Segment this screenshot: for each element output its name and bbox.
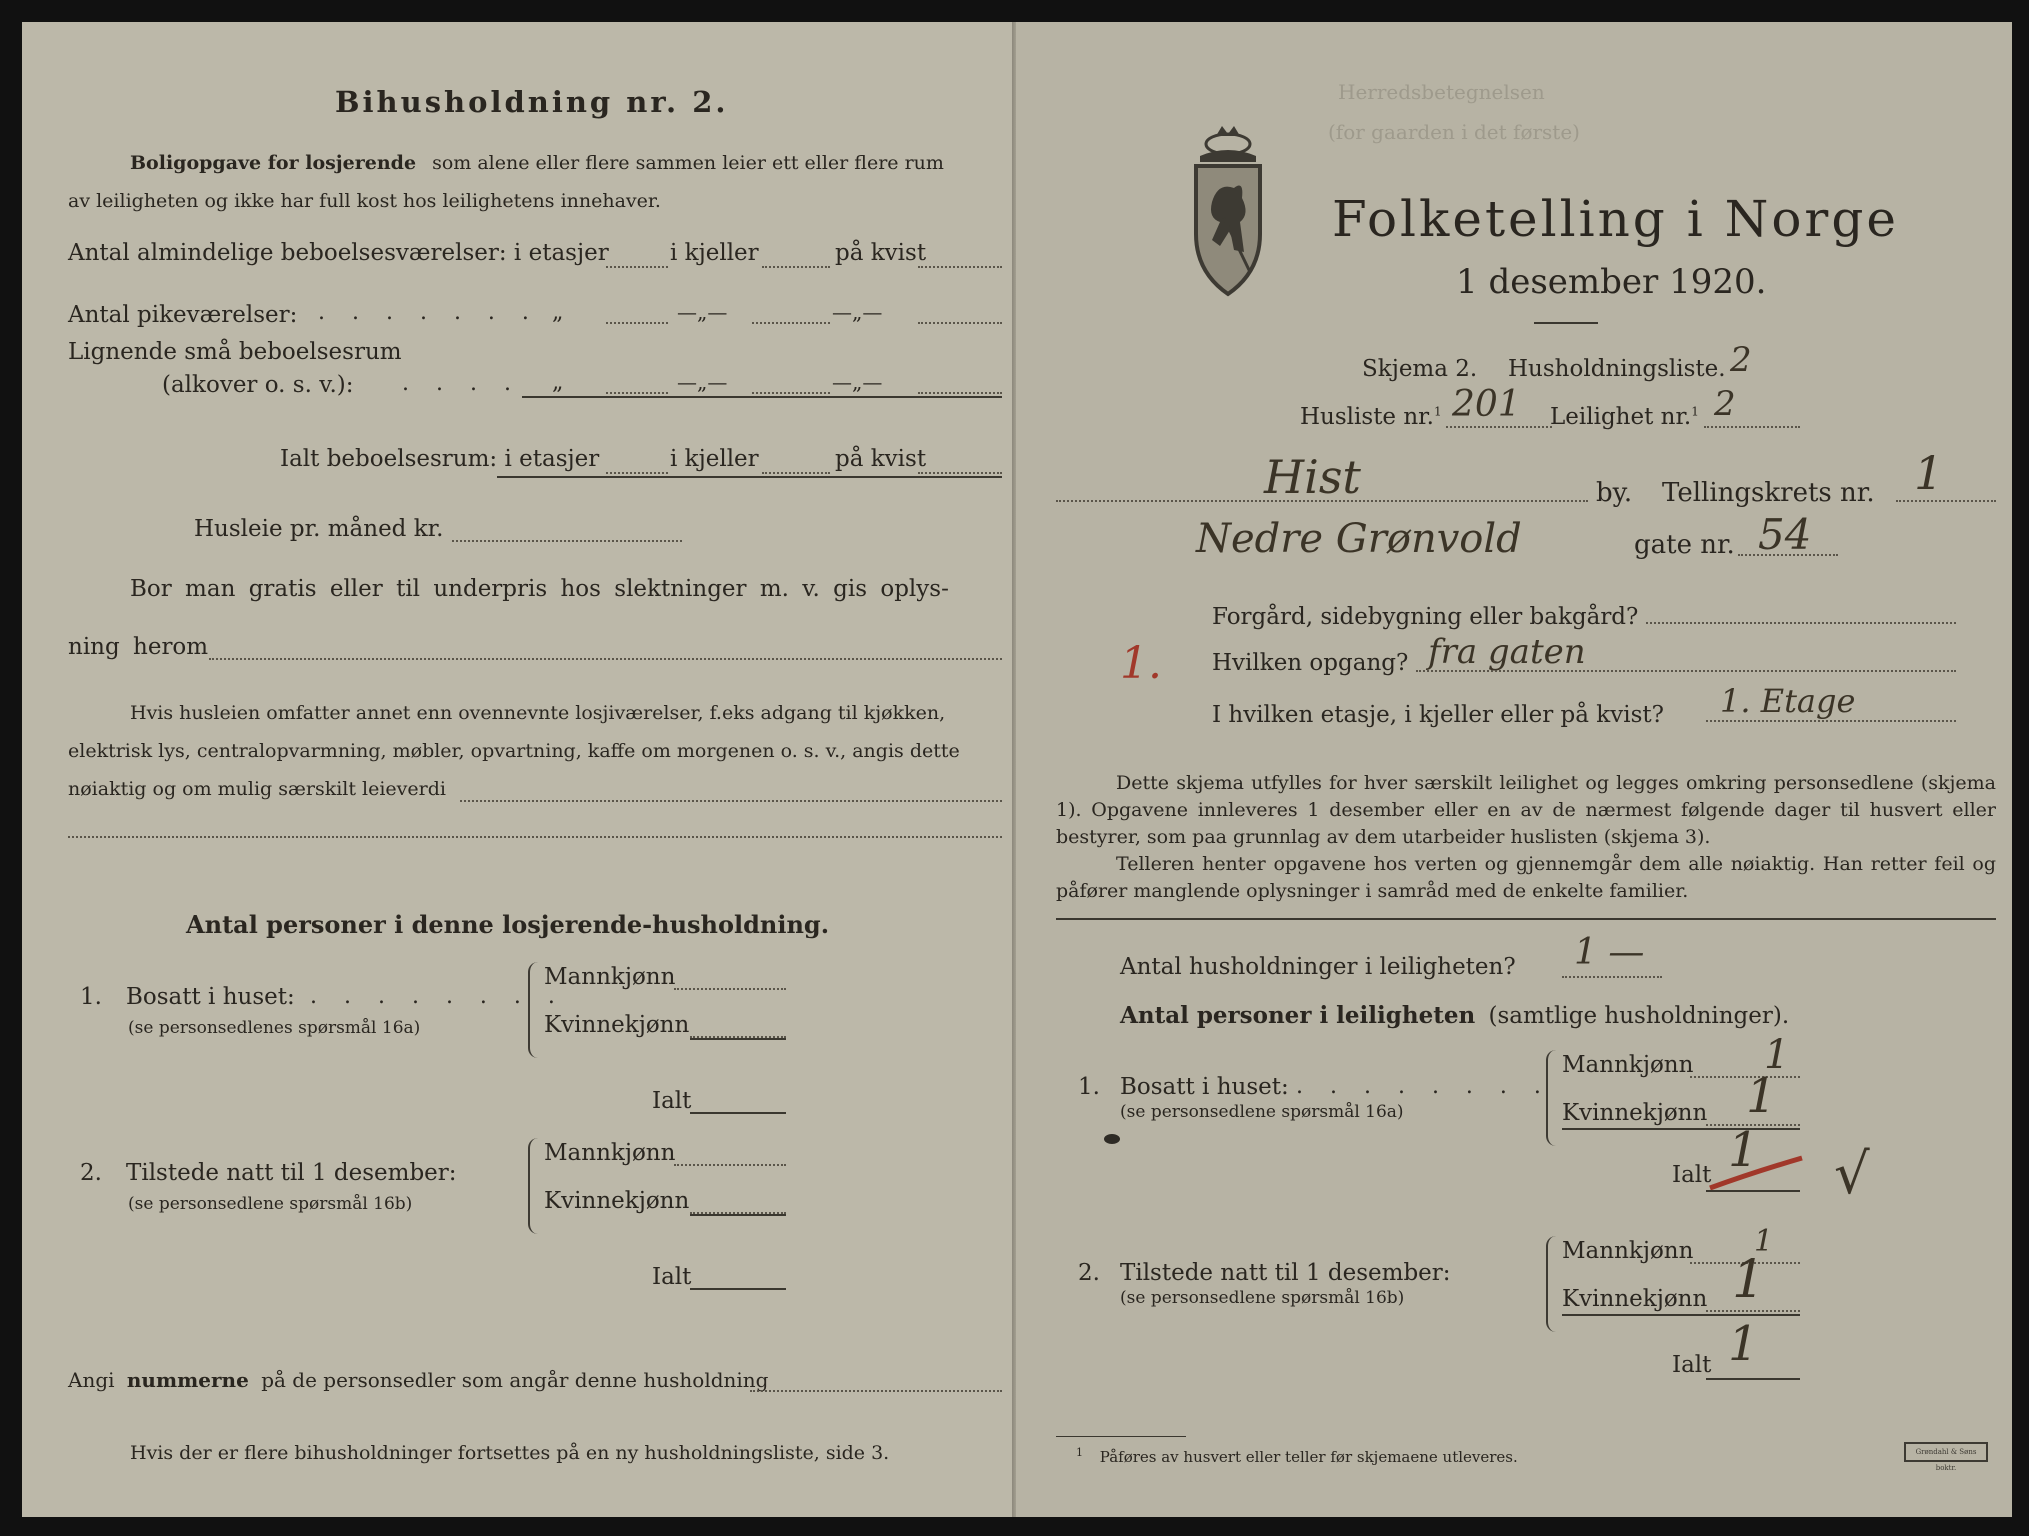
footnote-number: 1 bbox=[1076, 1446, 1083, 1459]
right-present-sum-rule bbox=[1562, 1314, 1800, 1316]
right-resident-total-label: Ialt bbox=[1672, 1162, 1712, 1188]
city-value[interactable]: Hist bbox=[1264, 450, 1361, 504]
right-present-total-label: Ialt bbox=[1672, 1352, 1712, 1378]
apartment-value[interactable]: 2 bbox=[1714, 384, 1736, 424]
households-field[interactable] bbox=[1562, 976, 1662, 978]
maid-ditto-cellar: —„— bbox=[677, 300, 728, 324]
continue-note: Hvis der er flere bihusholdninger fortsettes på en ny husholdningsliste, side 3. bbox=[130, 1442, 890, 1464]
floor-question: I hvilken etasje, i kjeller eller på kvist? bbox=[1212, 702, 1664, 728]
house-list-footnote-mark: 1 bbox=[1433, 404, 1442, 419]
district-label: Tellingskrets nr. bbox=[1662, 478, 1875, 508]
total-rooms-rule bbox=[497, 476, 1002, 478]
maid-ditto-attic: —„— bbox=[832, 300, 883, 324]
right-resident-female-label: Kvinnekjønn bbox=[1562, 1100, 1708, 1126]
yard-field[interactable] bbox=[1646, 622, 1956, 624]
right-present-brace bbox=[1546, 1236, 1556, 1332]
right-resident-male-label: Mannkjønn bbox=[1562, 1052, 1694, 1078]
small-rooms-underline bbox=[522, 396, 1002, 398]
right-present-label: Tilstede natt til 1 desember: bbox=[1120, 1260, 1451, 1286]
small-attic-field[interactable] bbox=[918, 392, 1002, 394]
maid-attic-field[interactable] bbox=[918, 322, 1002, 324]
district-value[interactable]: 1 bbox=[1914, 446, 1944, 500]
maid-floors-field[interactable] bbox=[606, 322, 668, 324]
rooms-attic-label: på kvist bbox=[835, 240, 927, 266]
small-rooms-dots: . . . . bbox=[402, 371, 521, 396]
total-rooms-label: Ialt beboelsesrum: i etasjer bbox=[280, 446, 600, 472]
left-resident-reference: (se personsedlenes spørsmål 16a) bbox=[128, 1018, 421, 1038]
total-cellar-label: i kjeller bbox=[670, 446, 759, 472]
households-value[interactable]: 1 — bbox=[1574, 932, 1645, 973]
right-present-number: 2. bbox=[1078, 1260, 1100, 1286]
left-present-male-label: Mannkjønn bbox=[544, 1140, 676, 1166]
footnote-rule bbox=[1056, 1436, 1186, 1437]
left-resident-sum-rule bbox=[690, 1038, 786, 1040]
instructions-rule bbox=[1056, 918, 1996, 920]
rooms-floors-field[interactable] bbox=[606, 266, 668, 268]
rooms-cellar-label: i kjeller bbox=[670, 240, 759, 266]
right-resident-sum-rule bbox=[1562, 1128, 1800, 1130]
form-title: Folketelling i Norge bbox=[1332, 190, 1899, 248]
small-ditto-attic: —„— bbox=[832, 370, 883, 394]
right-present-total-field[interactable] bbox=[1706, 1378, 1800, 1380]
left-present-total-label: Ialt bbox=[652, 1264, 692, 1290]
rent-field[interactable] bbox=[452, 540, 682, 542]
rooms-label: Antal almindelige beboelsesværelser: i etasjer bbox=[68, 240, 609, 266]
form-date: 1 desember 1920. bbox=[1456, 262, 1767, 302]
left-present-label: Tilstede natt til 1 desember: bbox=[126, 1160, 457, 1186]
right-present-male-value[interactable]: 1 bbox=[1754, 1224, 1774, 1259]
right-resident-female-value[interactable]: 1 bbox=[1746, 1068, 1777, 1124]
rent-info-line-1: Hvis husleien omfatter annet enn ovennevnte losjiværelser, f.eks adgang til kjøkken, bbox=[130, 702, 946, 724]
right-persons-heading-rest: (samtlige husholdninger). bbox=[1488, 1003, 1790, 1029]
right-persons-heading bbox=[1120, 1002, 1789, 1029]
small-floors-field[interactable] bbox=[606, 392, 668, 394]
total-attic-label: på kvist bbox=[835, 446, 927, 472]
left-persons-heading: Antal personer i denne losjerende-husholdning. bbox=[186, 910, 830, 939]
left-present-male-field[interactable] bbox=[674, 1164, 786, 1166]
house-list-label bbox=[1300, 404, 1442, 430]
left-resident-number: 1. bbox=[80, 984, 102, 1010]
apartment-label bbox=[1550, 404, 1699, 430]
left-resident-total-field[interactable] bbox=[690, 1112, 786, 1114]
small-rooms-label-1: Lignende små beboelsesrum bbox=[68, 339, 402, 365]
left-resident-male-field[interactable] bbox=[674, 988, 786, 990]
household-list-label: Husholdningsliste. bbox=[1508, 356, 1726, 382]
left-present-number: 2. bbox=[80, 1160, 102, 1186]
left-present-sum-rule bbox=[690, 1214, 786, 1216]
left-resident-dots: . . . . . . . . bbox=[310, 984, 565, 1009]
faded-header-1: Herredsbetegnelsen bbox=[1338, 80, 1545, 104]
entrance-question: Hvilken opgang? bbox=[1212, 650, 1409, 676]
total-attic-field[interactable] bbox=[918, 472, 1002, 474]
entrance-value[interactable]: fra gaten bbox=[1428, 632, 1586, 672]
red-strikethrough-mark bbox=[1706, 1152, 1806, 1192]
rent-info-line-2: elektrisk lys, centralopvarmning, møbler, opvartning, kaffe om morgenen o. s. v., angis dette bbox=[68, 740, 960, 762]
right-present-reference: (se personsedlene spørsmål 16b) bbox=[1120, 1288, 1405, 1308]
left-resident-total-label: Ialt bbox=[652, 1088, 692, 1114]
right-present-male-label: Mannkjønn bbox=[1562, 1238, 1694, 1264]
right-resident-male-value[interactable]: 1 bbox=[1764, 1032, 1790, 1078]
house-list-field[interactable] bbox=[1446, 426, 1552, 428]
house-list-value[interactable]: 201 bbox=[1452, 384, 1521, 425]
right-resident-total-value[interactable]: 1 bbox=[1728, 1122, 1759, 1178]
right-resident-brace bbox=[1546, 1050, 1556, 1146]
free-housing-label: ning herom bbox=[68, 634, 209, 660]
rent-info-field-2[interactable] bbox=[68, 836, 1002, 838]
norwegian-coat-of-arms-icon bbox=[1186, 122, 1270, 298]
small-ditto: „ bbox=[552, 370, 564, 395]
person-numbers-lead: Angi bbox=[68, 1368, 115, 1392]
maid-cellar-field[interactable] bbox=[752, 322, 830, 324]
left-resident-female-label: Kvinnekjønn bbox=[544, 1012, 690, 1038]
right-persons-heading-bold: Antal personer i leiligheten bbox=[1120, 1002, 1476, 1029]
intro-line-2: av leiligheten og ikke har full kost hos leilighetens innehaver. bbox=[68, 190, 661, 212]
free-housing-field[interactable] bbox=[209, 658, 1002, 660]
maid-rooms-label: Antal pikeværelser: bbox=[68, 302, 298, 328]
right-present-female-field[interactable] bbox=[1706, 1310, 1800, 1312]
right-present-female-label: Kvinnekjønn bbox=[1562, 1286, 1708, 1312]
right-resident-reference: (se personsedlene spørsmål 16a) bbox=[1120, 1102, 1404, 1122]
left-present-female-label: Kvinnekjønn bbox=[544, 1188, 690, 1214]
floor-value[interactable]: 1. Etage bbox=[1720, 682, 1856, 720]
entrance-mark: 1. bbox=[1120, 638, 1162, 689]
right-resident-dots: . . . . . . . . bbox=[1296, 1074, 1551, 1099]
total-cellar-field[interactable] bbox=[762, 472, 830, 474]
right-resident-total-field[interactable] bbox=[1706, 1190, 1800, 1192]
person-numbers-bold: nummerne bbox=[126, 1368, 249, 1392]
left-resident-male-label: Mannkjønn bbox=[544, 964, 676, 990]
left-resident-label: Bosatt i huset: bbox=[126, 984, 295, 1010]
city-label: by. bbox=[1596, 478, 1633, 508]
rooms-cellar-field[interactable] bbox=[762, 266, 830, 268]
small-cellar-field[interactable] bbox=[752, 392, 830, 394]
census-form-sheet bbox=[22, 22, 2012, 1517]
rent-info-line-3: nøiaktig og om mulig særskilt leieverdi bbox=[68, 778, 446, 800]
entrance-field[interactable] bbox=[1416, 670, 1956, 672]
apartment-footnote-mark: 1 bbox=[1691, 404, 1699, 419]
footnote bbox=[1076, 1446, 1518, 1466]
maid-rooms-dots: . . . . . . . bbox=[318, 300, 539, 325]
person-numbers-field[interactable] bbox=[750, 1390, 1002, 1392]
rent-label: Husleie pr. måned kr. bbox=[194, 516, 444, 542]
footnote-text: Påføres av husvert eller teller før skjemaene utleveres. bbox=[1099, 1448, 1518, 1466]
rooms-attic-field[interactable] bbox=[918, 266, 1002, 268]
small-ditto-cellar: —„— bbox=[677, 370, 728, 394]
title-separator bbox=[1534, 322, 1598, 324]
left-present-total-field[interactable] bbox=[690, 1288, 786, 1290]
right-resident-number: 1. bbox=[1078, 1074, 1100, 1100]
small-rooms-label-2: (alkover o. s. v.): bbox=[162, 372, 354, 398]
ink-blot bbox=[1104, 1134, 1120, 1144]
left-present-reference: (se personsedlene spørsmål 16b) bbox=[128, 1194, 413, 1214]
right-page bbox=[1016, 22, 2012, 1517]
faded-header-2: (for gaarden i det første) bbox=[1328, 120, 1580, 144]
person-numbers-rest: på de personsedler som angår denne husholdning bbox=[261, 1368, 769, 1392]
floor-field[interactable] bbox=[1706, 720, 1956, 722]
left-title: Bihusholdning nr. 2. bbox=[335, 85, 729, 119]
right-present-female-value[interactable]: 1 bbox=[1732, 1250, 1766, 1310]
free-housing-question: Bor man gratis eller til underpris hos slektninger m. v. gis oplys- bbox=[130, 576, 949, 602]
street-number-value[interactable]: 54 bbox=[1758, 510, 1812, 559]
instructions-paragraph-2: Telleren henter opgavene hos verten og gjennemgår dem alle nøiaktig. Han retter feil og påfører manglende oplysninger i samråd med de enkelte familier. bbox=[1056, 853, 1996, 902]
street-label: gate nr. bbox=[1634, 530, 1735, 560]
apartment-field[interactable] bbox=[1704, 426, 1800, 428]
maid-ditto: „ bbox=[552, 300, 564, 325]
house-list-text: Husliste nr. bbox=[1300, 404, 1434, 430]
instructions-paragraph-1: Dette skjema utfylles for hver særskilt leilighet og legges omkring personsedlene (skjema 1). Opgavene innleveres 1 desember eller en av de nærmest følgende dager til husvert eller bestyrer, som paa grunnlag av dem utarbeider huslisten (skjema 3). bbox=[1056, 772, 1996, 848]
total-floors-field[interactable] bbox=[606, 472, 668, 474]
intro-text bbox=[130, 152, 944, 174]
street-value[interactable]: Nedre Grønvold bbox=[1196, 516, 1522, 562]
schema-label: Skjema 2. bbox=[1362, 356, 1478, 382]
printer-stamp bbox=[1904, 1442, 1988, 1472]
left-present-brace bbox=[528, 1138, 538, 1234]
right-present-total-value[interactable]: 1 bbox=[1728, 1316, 1759, 1372]
left-resident-brace bbox=[528, 962, 538, 1058]
yard-question: Forgård, sidebygning eller bakgård? bbox=[1212, 604, 1639, 630]
households-question: Antal husholdninger i leiligheten? bbox=[1120, 954, 1516, 980]
district-field[interactable] bbox=[1896, 500, 1996, 502]
right-resident-label: Bosatt i huset: bbox=[1120, 1074, 1289, 1100]
apartment-text: Leilighet nr. bbox=[1550, 404, 1692, 430]
household-list-value[interactable]: 2 bbox=[1730, 340, 1752, 380]
intro-bold: Boligopgave for losjerende bbox=[130, 152, 417, 174]
person-numbers-label bbox=[68, 1368, 768, 1392]
check-mark: √ bbox=[1834, 1142, 1870, 1207]
intro-rest: som alene eller flere sammen leier ett eller flere rum bbox=[432, 152, 944, 174]
rent-info-field[interactable] bbox=[460, 800, 1002, 802]
left-page bbox=[22, 22, 1012, 1517]
printer-stamp-text: Grøndahl & Søns boktr. bbox=[1915, 1448, 1977, 1472]
